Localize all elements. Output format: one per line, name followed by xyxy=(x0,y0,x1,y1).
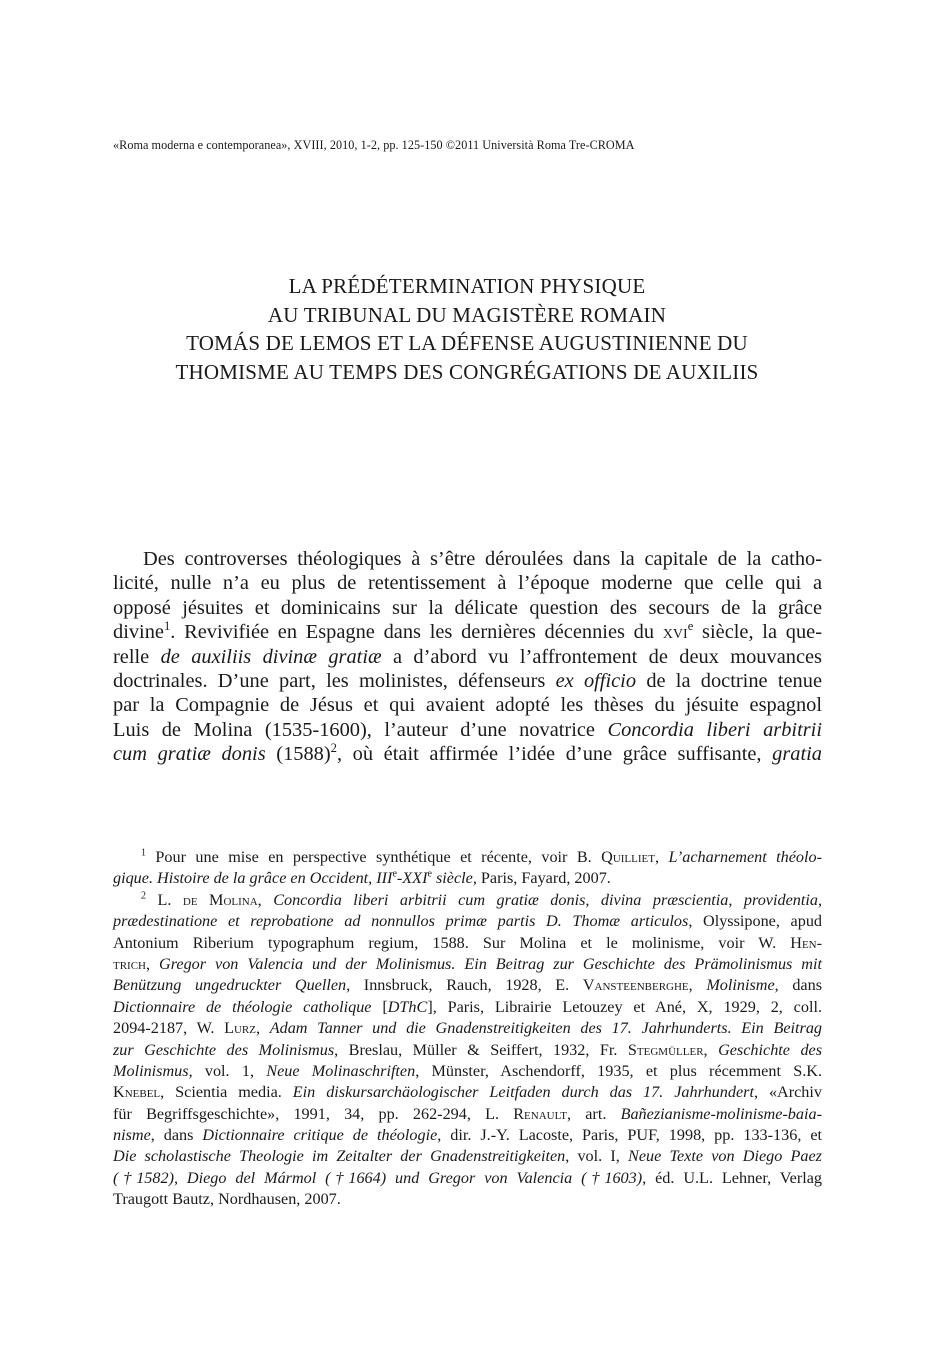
footnote-1-line: gique. Histoire de la grâce en Occident, IIIe-XXIe siècle, Paris, Fayard, 2007. xyxy=(113,869,611,888)
footnote-ref: 1 xyxy=(163,619,171,634)
footnotes xyxy=(113,847,822,1211)
footnote-2-line: für Begriffsgeschichte», 1991, 34, pp. 262-294, L. Renault, art. Bañezianisme-molinisme-baia- xyxy=(113,1104,822,1123)
body-paragraph xyxy=(113,547,822,767)
title-line: THOMISME AU TEMPS DES CONGRÉGATIONS DE AUXILIIS xyxy=(175,359,759,384)
body-line: Des controverses théologiques à s’être déroulées dans la capitale de la catho- xyxy=(143,548,822,570)
body-line: Luis de Molina (1535-1600), l’auteur d’une novatrice Concordia liberi arbitrii xyxy=(113,718,822,741)
footnote-2-line: Benützung ungedruckter Quellen, Innsbruck, Rauch, 1928, E. Vansteenberghe, Molinisme, dans xyxy=(113,976,823,995)
body-line: relle de auxiliis divinæ gratiæ a d’abord vu l’affrontement de deux mouvances xyxy=(113,645,822,668)
title-line: AU TRIBUNAL DU MAGISTÈRE ROMAIN xyxy=(267,302,667,327)
footnote-2-line: 2094-2187, W. Lurz, Adam Tanner und die Gnadenstreitigkeiten des 17. Jahrhunderts. Ein Beitrag xyxy=(113,1019,823,1038)
title-line: LA PRÉDÉTERMINATION PHYSIQUE xyxy=(288,274,646,298)
journal-citation-header: «Roma moderna e contemporanea», XVIII, 2010, 1-2, pp. 125-150 ©2011 Università Roma Tre-CROMA xyxy=(113,138,635,152)
body-line: doctrinales. D’une part, les molinistes, défenseurs ex officio de la doctrine tenue xyxy=(113,669,822,692)
footnote-2-line: Die scholastische Theologie im Zeitalter der Gnadenstreitigkeiten, vol. I, Neue Texte von Diego Paez xyxy=(113,1147,822,1166)
footnote-2-line: Molinismus, vol. 1, Neue Molinaschriften, Münster, Aschendorff, 1935, et plus récemment S.K. xyxy=(113,1061,823,1080)
footnote-ref: 2 xyxy=(330,741,337,756)
body-line: cum gratiæ donis $(1588)^2$, où était affirmée l’idée d’une grâce suffisante, gratia xyxy=(113,741,822,766)
title-line: TOMÁS DE LEMOS ET LA DÉFENSE AUGUSTINIENNE DU xyxy=(186,331,748,355)
footnote-2-line: (†1582), Diego del Mármol (†1664) und Gregor von Valencia (†1603), éd. U.L. Lehner, Verlag xyxy=(113,1168,822,1187)
body-line: divine$^1$. Revivifiée en Espagne dans les dernières décennies du xvi$^e$ siècle, la que- xyxy=(113,619,822,644)
footnote-2-line: nisme, dans Dictionnaire critique de théologie, dir. J.-Y. Lacoste, Paris, PUF, 1998, pp. 133-136, et xyxy=(113,1126,823,1145)
footnote-2-line: zur Geschichte des Molinismus, Breslau, Müller & Seiffert, 1932, Fr. Stegmüller, Geschichte des xyxy=(113,1040,823,1059)
footnote-2-line: Dictionnaire de théologie catholique [DThC], Paris, Librairie Letouzey et Ané, X, 1929, 2, coll. xyxy=(113,997,823,1016)
footnote-2-line: Traugott Bautz, Nordhausen, 2007. xyxy=(113,1190,341,1209)
footnote-2: $^2$ L. de Molina, Concordia liberi arbitrii cum gratiæ donis, divina præscientia, providentia, xyxy=(141,890,822,909)
footnote-2-line: Antonium Riberium typographum regium, 1588. Sur Molina et le molinisme, voir W. Hen- xyxy=(113,933,822,952)
body-line: licité, nulle n’a eu plus de retentissement à l’époque moderne que celle qui a xyxy=(113,572,822,595)
body-line: opposé jésuites et dominicains sur la délicate question des secours de la grâce xyxy=(113,596,822,619)
body-line: par la Compagnie de Jésus et qui avaient adopté les thèses du jésuite espagnol xyxy=(113,694,822,717)
footnote-2-line: Knebel, Scientia media. Ein diskursarchäologischer Leitfaden durch das 17. Jahrhundert, «Archiv xyxy=(113,1083,822,1102)
article-title xyxy=(113,272,821,386)
footnote-2-line: prædestinatione et reprobatione ad nonnullos primæ partis D. Thomæ articulos, Olyssipone, apud xyxy=(113,912,823,931)
footnote-2-line: trich, Gregor von Valencia und der Molinismus. Ein Beitrag zur Geschichte des Prämolinismus mit xyxy=(113,954,822,973)
footnote-1: $^1$ Pour une mise en perspective synthétique et récente, voir B. Quilliet, L’acharnement théolo- xyxy=(141,847,823,866)
